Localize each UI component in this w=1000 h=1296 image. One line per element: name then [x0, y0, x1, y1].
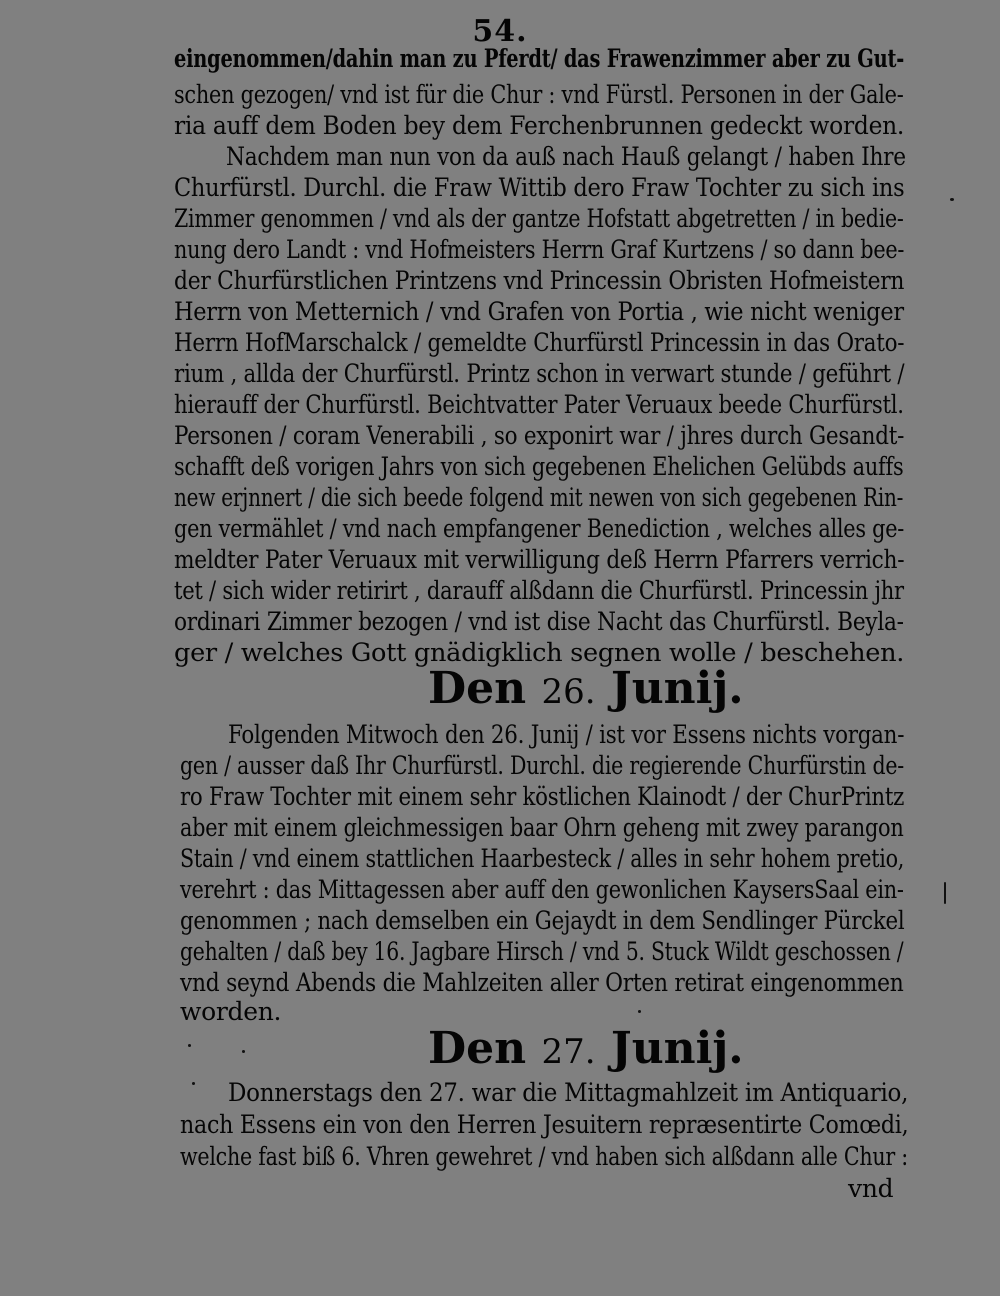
text-line: gehalten / daß bey 16. Jagbare Hirsch / vnd 5. Stuck Wildt geschossen /	[180, 937, 904, 966]
text-line: gen / ausser daß Ihr Churfürstl. Durchl. die regierende Churfürstin de-	[180, 751, 904, 780]
ink-speck	[638, 1010, 641, 1013]
heading-prefix: Den	[428, 663, 527, 714]
text-line: nung dero Landt : vnd Hofmeisters Herrn Graf Kurtzens / so dann bee-	[174, 235, 905, 264]
text-line: meldter Pater Veruaux mit verwilligung deß Herrn Pfarrers verrich-	[174, 545, 905, 574]
ink-speck	[944, 882, 946, 904]
text-line: Herrn HofMarschalck / gemeldte Churfürstl Princessin in das Orato-	[174, 328, 905, 357]
text-line: Donnerstags den 27. war die Mittagmahlzeit im Antiquario,	[228, 1078, 909, 1107]
text-line: ro Fraw Tochter mit einem sehr köstlichen Klainodt / der ChurPrintz	[180, 782, 905, 811]
heading-suffix: Junij.	[610, 1023, 744, 1074]
text-line: tet / sich wider retirirt , darauff alßdann die Churfürstl. Princessin jhr	[174, 576, 904, 605]
text-line: gen vermählet / vnd nach empfangener Benediction , welches alles ge-	[174, 514, 905, 543]
ink-speck	[192, 1082, 195, 1085]
section-heading-26	[428, 664, 744, 717]
text-line: rium , allda der Churfürstl. Printz schon in verwart stunde / geführt /	[174, 359, 905, 388]
heading-prefix: Den	[428, 1023, 527, 1074]
page-number: 54.	[472, 14, 528, 49]
text-line: ria auff dem Boden bey dem Ferchenbrunnen gedeckt worden.	[174, 111, 905, 140]
text-line: welche fast biß 6. Vhren gewehret / vnd haben sich alßdann alle Chur :	[180, 1142, 908, 1171]
text-line: der Churfürstlichen Printzens vnd Princessin Obristen Hofmeistern	[174, 266, 905, 295]
text-line: Folgenden Mitwoch den 26. Junij / ist vor Essens nichts vorgan-	[228, 720, 905, 749]
text-line: aber mit einem gleichmessigen baar Ohrn geheng mit zwey parangon	[180, 813, 904, 842]
text-line: eingenommen/dahin man zu Pferdt/ das Frawenzimmer aber zu Gut-	[174, 44, 905, 73]
heading-number: 27.	[541, 1032, 596, 1072]
text-line: ordinari Zimmer bezogen / vnd ist dise Nacht das Churfürstl. Beyla-	[174, 607, 904, 636]
section-heading-27	[428, 1024, 744, 1077]
text-line: verehrt : das Mittagessen aber auff den gewonlichen KaysersSaal ein-	[180, 875, 904, 904]
text-line: Personen / coram Venerabili , so exponirt war / jhres durch Gesandt-	[174, 421, 905, 450]
text-line: ger / welches Gott gnädigklich segnen wolle / beschehen.	[174, 638, 905, 667]
text-line: Stain / vnd einem stattlichen Haarbesteck / alles in sehr hohem pretio,	[180, 844, 905, 873]
text-line: genommen ; nach demselben ein Gejaydt in dem Sendlinger Pürckel	[180, 906, 905, 935]
text-line: schafft deß vorigen Jahrs von sich gegebenen Ehelichen Gelübds auffs	[174, 452, 904, 481]
text-line: nach Essens ein von den Herren Jesuitern repræsentirte Comœdi,	[180, 1110, 909, 1139]
text-line: Nachdem man nun von da auß nach Hauß gelangt / haben Ihre	[226, 142, 906, 171]
text-line: new erjnnert / die sich beede folgend mit newen von sich gegebenen Rin-	[174, 483, 904, 512]
ink-speck	[188, 1044, 191, 1047]
text-line: Churfürstl. Durchl. die Fraw Wittib dero Fraw Tochter zu sich ins	[174, 173, 905, 202]
heading-number: 26.	[541, 672, 596, 712]
ink-speck	[950, 198, 954, 201]
text-line: hierauff der Churfürstl. Beichtvatter Pater Veruaux beede Churfürstl.	[174, 390, 904, 419]
ink-speck	[242, 1050, 245, 1053]
text-line: worden.	[180, 997, 282, 1026]
text-line: Herrn von Metternich / vnd Grafen von Portia , wie nicht weniger	[174, 297, 904, 326]
text-line: schen gezogen/ vnd ist für die Chur : vnd Fürstl. Personen in der Gale-	[174, 80, 904, 109]
catchword: vnd	[848, 1174, 894, 1203]
text-line: vnd seynd Abends die Mahlzeiten aller Orten retirat eingenommen	[180, 968, 904, 997]
text-line: Zimmer genommen / vnd als der gantze Hofstatt abgetretten / in bedie-	[174, 204, 904, 233]
heading-suffix: Junij.	[610, 663, 744, 714]
